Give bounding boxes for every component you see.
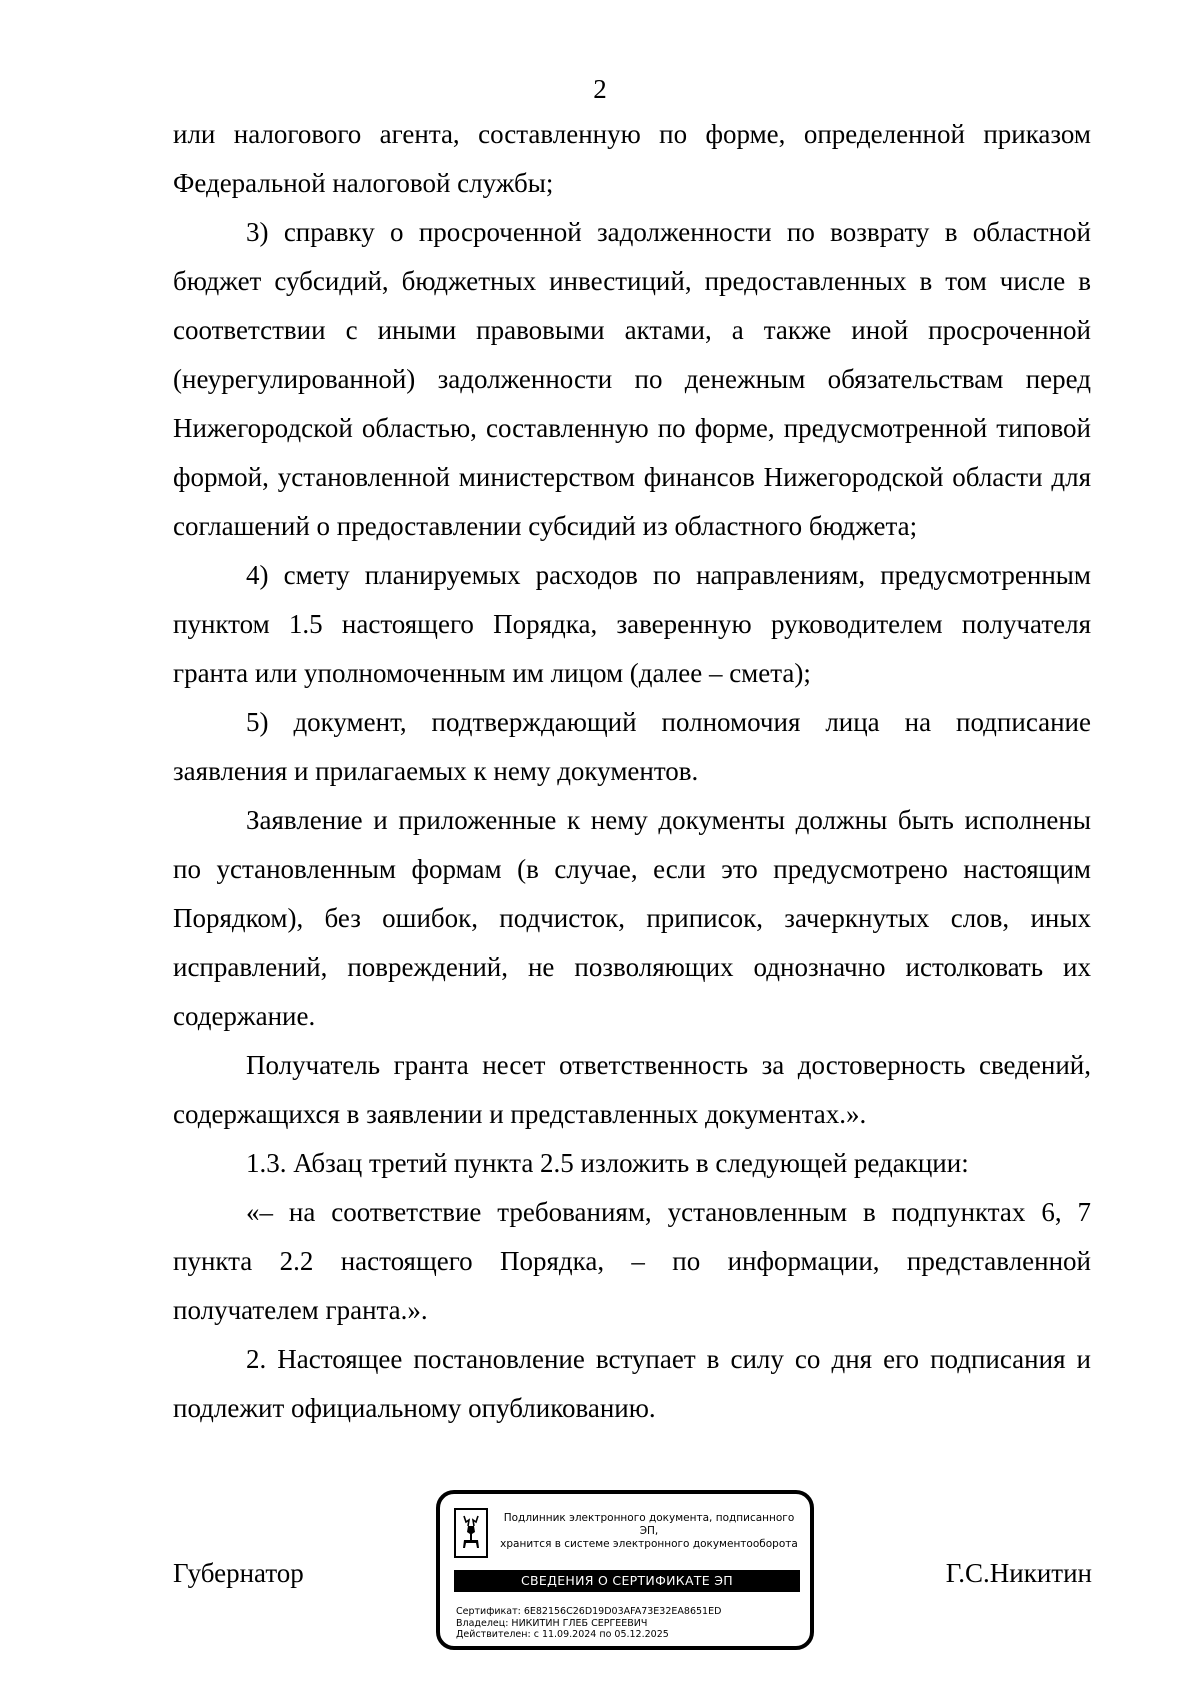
paragraph: 2. Настоящее постановление вступает в силу со дня его подписания и подлежит официальному опубликованию.: [173, 1344, 1091, 1423]
paragraph: 1.3. Абзац третий пункта 2.5 изложить в следующей редакции:: [246, 1148, 969, 1178]
paragraph: «– на соответствие требованиям, установленным в подпунктах 6, 7 пункта 2.2 настоящего Порядка, – по информации, представленной получателем гранта.».: [173, 1197, 1091, 1325]
paragraph: 5) документ, подтверждающий полномочия лица на подписание заявления и прилагаемых к нему документов.: [173, 707, 1091, 786]
paragraph: 4) смету планируемых расходов по направлениям, предусмотренным пунктом 1.5 настоящего Порядка, заверенную руководителем получателя гранта или уполномоченным им лицом (далее – смета);: [173, 560, 1091, 688]
certificate-owner: Владелец: НИКИТИН ГЛЕБ СЕРГЕЕВИЧ: [456, 1617, 648, 1629]
signer-title: Губернатор: [173, 1558, 304, 1588]
paragraph: или налогового агента, составленную по форме, определенной приказом Федеральной налоговой службы;: [173, 119, 1091, 198]
certificate-number: Сертификат: 6E82156C26D19D03AFA73E32EA8651ED: [456, 1606, 722, 1617]
paragraph: Заявление и приложенные к нему документы должны быть исполнены по установленным формам (в случае, если это предусмотрено настоящим Порядком), без ошибок, подчисток, приписок, зачеркнутых слов, иных исправлений, повреждений, не позволяющих однозначно истолковать их содержание.: [173, 805, 1091, 1031]
stamp-header-line: хранится в системе электронного документооборота: [500, 1538, 798, 1550]
stamp-header-line: Подлинник электронного документа, подписанного ЭП,: [503, 1512, 795, 1537]
paragraph: 3) справку о просроченной задолженности по возврату в областной бюджет субсидий, бюджетных инвестиций, предоставленных в том числе в соответствии с иными правовыми актами, а также иной просроченной (неурегулированной) задолженности по денежным обязательствам перед Нижегородской областью, составленную по форме, предусмотренной типовой формой, установленной министерством финансов Нижегородской области для соглашений о предоставлении субсидий из областного бюджета;: [173, 217, 1091, 541]
certificate-validity: Действителен: с 11.09.2024 по 05.12.2025: [456, 1629, 669, 1640]
certificate-details: [456, 1606, 802, 1641]
signer-name: Г.С.Никитин: [945, 1558, 1092, 1588]
deer-emblem-icon: [454, 1508, 488, 1558]
paragraph: Получатель гранта несет ответственность за достоверность сведений, содержащихся в заявлении и представленных документах.».: [173, 1050, 1091, 1129]
signature-block: [0, 1480, 1200, 1660]
page-number: 2: [593, 74, 607, 104]
electronic-signature-stamp: [436, 1490, 814, 1650]
certificate-info-bar: СВЕДЕНИЯ О СЕРТИФИКАТЕ ЭП: [454, 1570, 800, 1592]
stamp-header: [494, 1512, 804, 1551]
document-body: [173, 110, 1091, 1433]
